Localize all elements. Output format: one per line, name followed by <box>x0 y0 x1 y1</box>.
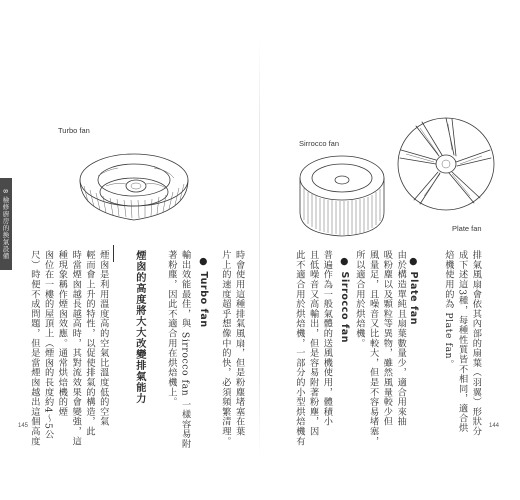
page-gutter <box>259 40 260 460</box>
chapter-side-tab <box>0 178 12 270</box>
chimney-section-heading: 煙囪的高度將大大改變排氣能力 <box>133 250 146 404</box>
plate-fan-heading-text: Plate fan <box>407 271 419 326</box>
turbo-fan-paragraph <box>164 250 192 449</box>
plate-fan-label: Plate fan <box>452 224 482 233</box>
sirocco-fan-paragraph <box>292 250 333 446</box>
text-line: 囪位在一樓的屋頂上（煙囪的長度約4～5公 <box>42 250 54 440</box>
text-line: 排氣風扇會依其內部的扇葉（羽翼）形狀分 <box>470 250 482 437</box>
turbo-fan-label: Turbo fan <box>58 126 90 135</box>
plate-fan-illustration <box>394 110 498 218</box>
turbo-fan-heading-text: Turbo fan <box>197 271 209 328</box>
sirocco-fan-heading: ● Sirrocco fan <box>338 256 350 344</box>
text-line: 此不適合用於烘焙機，一部分的小型烘焙機有 <box>293 250 305 446</box>
plate-fan-heading: ● Plate fan <box>407 256 419 326</box>
chapter-side-tab-label: 8 檢修廚房的換氣設備 <box>1 188 10 260</box>
text-line: 普遍作為一般氣體的送風機使用，體積小 <box>321 250 333 427</box>
turbo-fan-heading: ● Turbo fan <box>197 256 209 328</box>
turbo-fan-section <box>196 256 210 328</box>
text-line: 著粉塵，因此不適合用在烘焙機上。 <box>165 250 177 407</box>
sirocco-fan-heading-text: Sirrocco fan <box>338 271 350 344</box>
text-line: 時當煙囪越長越高時，其對流效果會變強，這 <box>70 250 82 446</box>
sirocco-fan-illustration <box>292 150 398 242</box>
text-line: 片上的速度超乎想像中的快，必須頻繁清理。 <box>219 250 231 446</box>
text-line: 煙囪是利用溫度高的空氣比溫度低的空氣 <box>97 250 109 427</box>
left-continuation-paragraph <box>218 250 246 446</box>
text-line: 尺）時便不成問題，但是當煙囪越出這個高度 <box>28 250 40 446</box>
text-line: 時會使用這種排氣風扇，但是粉塵堵塞在葉 <box>233 250 245 437</box>
text-line: 輕而會上升的特性，以促使排氣的構造，此 <box>83 250 95 437</box>
text-line: 由於構造單純且扇葉數量少，適合用來抽 <box>395 250 407 427</box>
sirocco-fan-label: Sirrocco fan <box>299 139 340 148</box>
section-heading-rule <box>113 245 114 262</box>
text-line: 輸出效能最佳，與 Sirrocco fan 一樣容易附 <box>179 250 191 449</box>
turbo-fan-illustration <box>76 136 192 236</box>
text-line: 吸粉塵以及顆粒等異物，雖然風量較少但 <box>381 250 393 427</box>
text-line: 成下述這3種，每種性質皆不相同，適合烘 <box>456 250 468 433</box>
text-line: 風量足，且噪音又比較大，但是不容易堵塞， <box>367 250 379 446</box>
text-line: 且低噪音又高輸出，但是容易附著粉塵，因 <box>307 250 319 437</box>
text-line: 所以適合用於烘焙機。 <box>353 250 365 348</box>
sirocco-fan-section <box>337 256 351 343</box>
plate-fan-section <box>406 256 420 325</box>
text-line: 種現象稱作煙囪效應。通常烘焙機的煙 <box>56 250 68 417</box>
chimney-paragraph <box>27 250 110 446</box>
right-intro-paragraph <box>441 250 482 436</box>
left-page-number: 145 <box>18 423 29 429</box>
plate-fan-paragraph <box>352 250 407 446</box>
right-page-number: 144 <box>489 423 500 429</box>
text-line: 焙機使用的為 Plate fan。 <box>442 250 454 369</box>
